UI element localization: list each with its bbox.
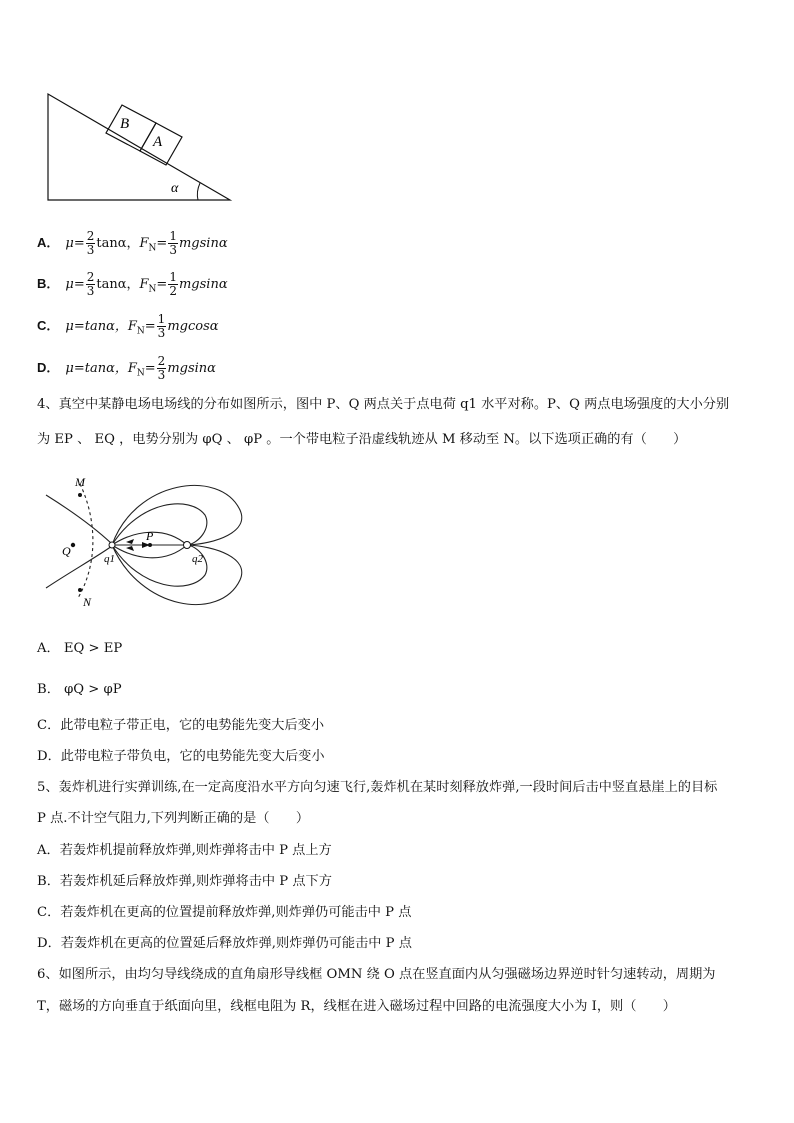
label-alpha: α (171, 181, 179, 196)
q3-option-a: A． μ= $\frac{2}{3}$ tanα，$F_N=$ $\frac{1}{3}$ mgsinα (37, 229, 228, 257)
q4-option-b: B． φQ > φP (37, 682, 122, 697)
label-p: P (146, 529, 154, 543)
q5-option-d: D．若轰炸机在更高的位置延后释放炸弹,则炸弹仍可能击中 P 点 (37, 936, 412, 951)
point-m (78, 493, 82, 497)
q2-charge (184, 542, 191, 549)
q4-stem-line1: 4、真空中某静电场电场线的分布如图所示，图中 P、Q 两点关于点电荷 q1 水平对称。P、Q 两点电场强度的大小分别 (37, 397, 730, 412)
q4-option-a: A． EQ > EP (37, 641, 123, 656)
q6-stem-line2: T，磁场的方向垂直于纸面向里，线框电阻为 R，线框在进入磁场过程中回路的电流强度大小为 I，则（ ） (37, 999, 676, 1014)
q1-charge (109, 542, 115, 548)
label-q2: q2 (192, 553, 203, 565)
block-b (106, 105, 156, 151)
q5-stem-line2: P 点.不计空气阻力,下列判断正确的是（ ） (37, 811, 310, 826)
q4-option-d: D．此带电粒子带负电，它的电势能先变大后变小 (37, 749, 325, 764)
label-b: B (120, 116, 130, 132)
q6-stem-line1: 6、如图所示，由均匀导线绕成的直角扇形导线框 OMN 绕 O 点在竖直面内从匀强磁场边界逆时针匀速转动，周期为 (37, 967, 716, 982)
q4-stem-line2: 为 EP 、 EQ ，电势分别为 φQ 、 φP 。一个带电粒子沿虚线轨迹从 M 移动至 N。以下选项正确的有（ ） (37, 432, 687, 447)
field-lines-figure (40, 470, 290, 630)
q3-option-d: D． μ=tanα，$F_N=$ $\frac{2}{3}$ mgsinα (37, 354, 216, 382)
incline-figure (40, 88, 240, 206)
label-n: N (83, 595, 92, 609)
label-q: Q (62, 544, 71, 558)
point-n (78, 588, 82, 592)
label-a: A (153, 134, 163, 150)
point-p (148, 543, 152, 547)
incline-triangle (48, 94, 230, 200)
point-q (71, 543, 75, 547)
q3-option-b: B． μ= $\frac{2}{3}$ tanα，$F_N=$ $\frac{1}{2}$ mgsinα (37, 270, 228, 298)
q3-option-c: C． μ=tanα，$F_N=$ $\frac{1}{3}$ mgcosα (37, 312, 219, 340)
q5-option-a: A．若轰炸机提前释放炸弹,则炸弹将击中 P 点上方 (37, 843, 332, 858)
q5-option-b: B．若轰炸机延后释放炸弹,则炸弹将击中 P 点下方 (37, 874, 332, 889)
angle-arc (197, 183, 200, 200)
q4-option-c: C．此带电粒子带正电，它的电势能先变大后变小 (37, 718, 325, 733)
label-q1: q1 (104, 553, 115, 565)
q5-stem-line1: 5、轰炸机进行实弹训练,在一定高度沿水平方向匀速飞行,轰炸机在某时刻释放炸弹,一段时间后击中竖直悬崖上的目标 (37, 780, 718, 795)
q5-option-c: C．若轰炸机在更高的位置提前释放炸弹,则炸弹仍可能击中 P 点 (37, 905, 412, 920)
label-m: M (75, 475, 85, 489)
